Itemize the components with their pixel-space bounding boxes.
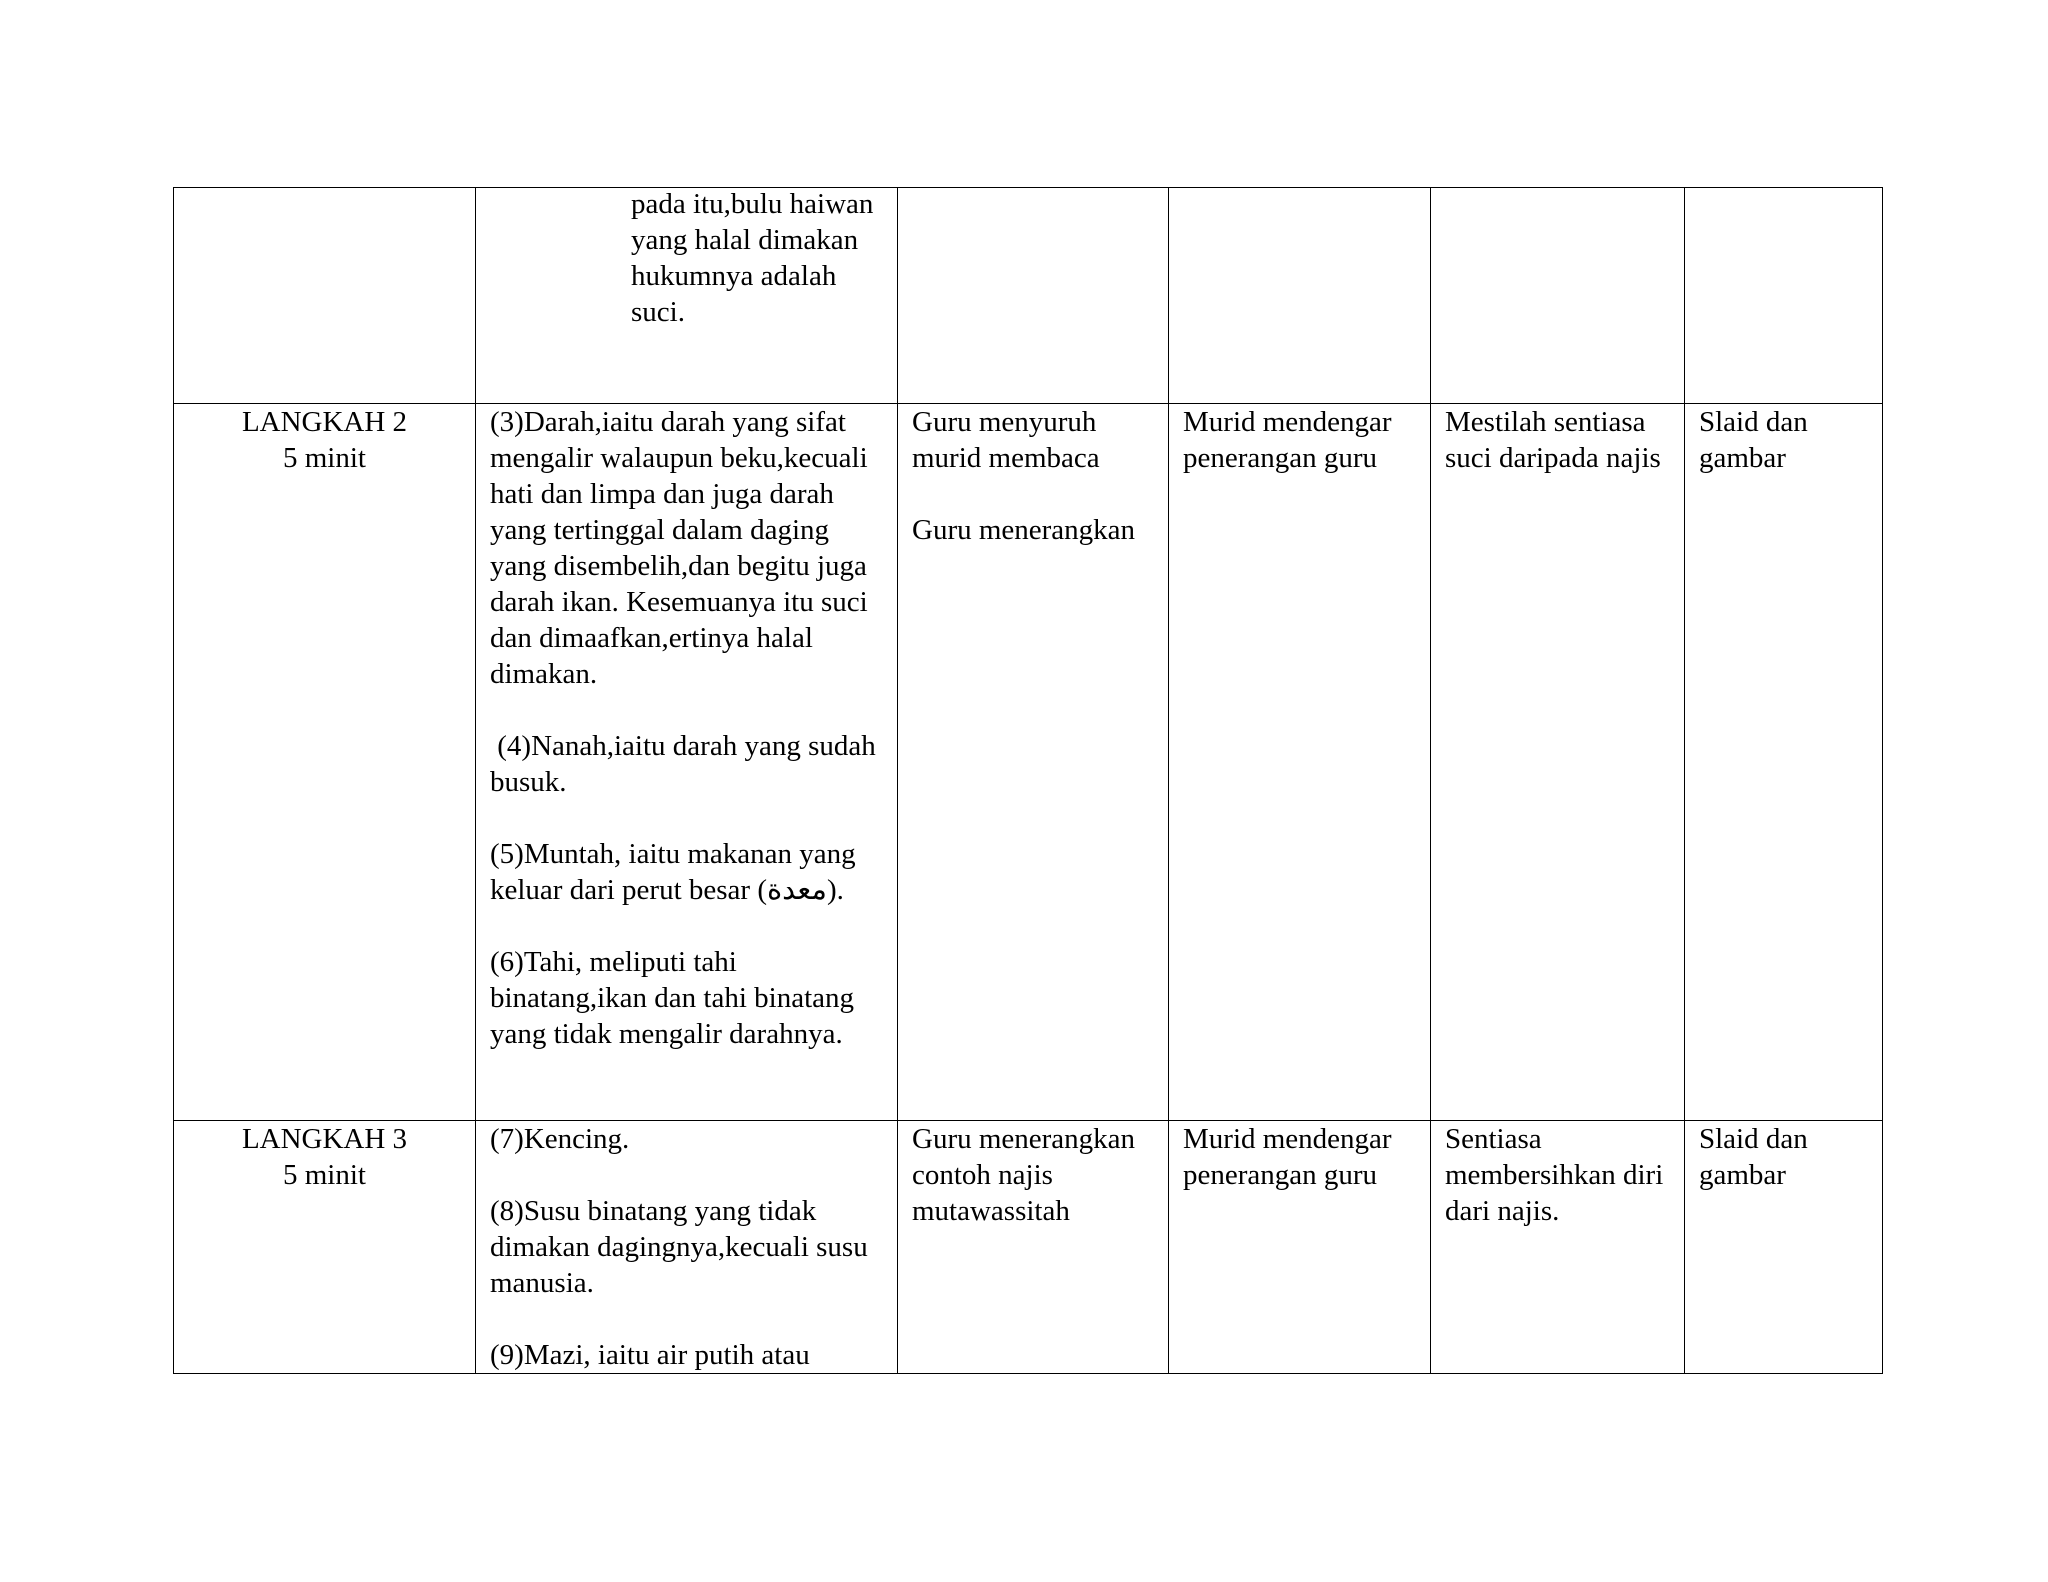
teacher-activity: Guru menyuruh murid membaca [912, 406, 1100, 474]
content-paragraph: (8)Susu binatang yang tidak dimakan dagingnya,kecuali susu manusia. [490, 1195, 868, 1299]
teacher-activity-cell [898, 1121, 1169, 1374]
student-activity-cell [1169, 404, 1431, 1121]
student-activity-cell [1169, 1121, 1431, 1374]
content-paragraph: (6)Tahi, meliputi tahi binatang,ikan dan tahi binatang yang tidak mengalir darahnya. [490, 946, 855, 1050]
teaching-aid-cell [1685, 188, 1883, 404]
content-line: yang halal dimakan [631, 224, 859, 256]
teacher-activity: Guru menerangkan [912, 514, 1136, 546]
step-cell [174, 404, 476, 1121]
content-paragraph: (5)Muntah, iaitu makanan yang keluar dari perut besar (معدة). [490, 838, 856, 906]
step-label: LANGKAH 3 [241, 1123, 408, 1155]
step-duration: 5 minit [283, 1159, 366, 1191]
content-line: pada itu,bulu haiwan [631, 188, 874, 220]
teacher-activity-cell [898, 188, 1169, 404]
step-duration: 5 minit [283, 442, 366, 474]
content-line: suci. [631, 296, 685, 328]
moral-value: Sentiasa membersihkan diri dari najis. [1445, 1123, 1664, 1227]
teacher-activity-cell [898, 404, 1169, 1121]
value-cell [1431, 404, 1685, 1121]
value-cell [1431, 188, 1685, 404]
value-cell [1431, 1121, 1685, 1374]
student-activity: Murid mendengar penerangan guru [1183, 406, 1392, 474]
content-paragraph: (3)Darah,iaitu darah yang sifat mengalir walaupun beku,kecuali hati dan limpa dan juga darah yang tertinggal dalam daging yang disembelih,dan begitu juga darah ikan. Kesemuanya itu suci dan dimaafkan,ertinya halal dimakan. [490, 406, 868, 690]
step-cell [174, 1121, 476, 1374]
student-activity: Murid mendengar penerangan guru [1183, 1123, 1392, 1191]
table-row [174, 404, 1883, 1121]
step-cell [174, 188, 476, 404]
content-paragraph: (9)Mazi, iaitu air putih atau [490, 1339, 810, 1371]
teaching-aid-cell [1685, 404, 1883, 1121]
student-activity-cell [1169, 188, 1431, 404]
content-cell [476, 404, 898, 1121]
content-paragraph: (7)Kencing. [490, 1123, 630, 1155]
teacher-activity: Guru menerangkan contoh najis mutawassitah [912, 1123, 1136, 1227]
teaching-aid: Slaid dan gambar [1699, 406, 1808, 474]
content-cell [476, 188, 898, 404]
lesson-plan-table [173, 187, 1883, 1374]
content-line: hukumnya adalah [631, 260, 837, 292]
content-continuation [490, 186, 883, 330]
step-label: LANGKAH 2 [241, 406, 408, 438]
content-paragraph: (4)Nanah,iaitu darah yang sudah busuk. [490, 730, 883, 798]
moral-value: Mestilah sentiasa suci daripada najis [1445, 406, 1661, 474]
content-cell [476, 1121, 898, 1374]
teaching-aid-cell [1685, 1121, 1883, 1374]
table-row [174, 1121, 1883, 1374]
table-row [174, 188, 1883, 404]
teaching-aid: Slaid dan gambar [1699, 1123, 1808, 1191]
